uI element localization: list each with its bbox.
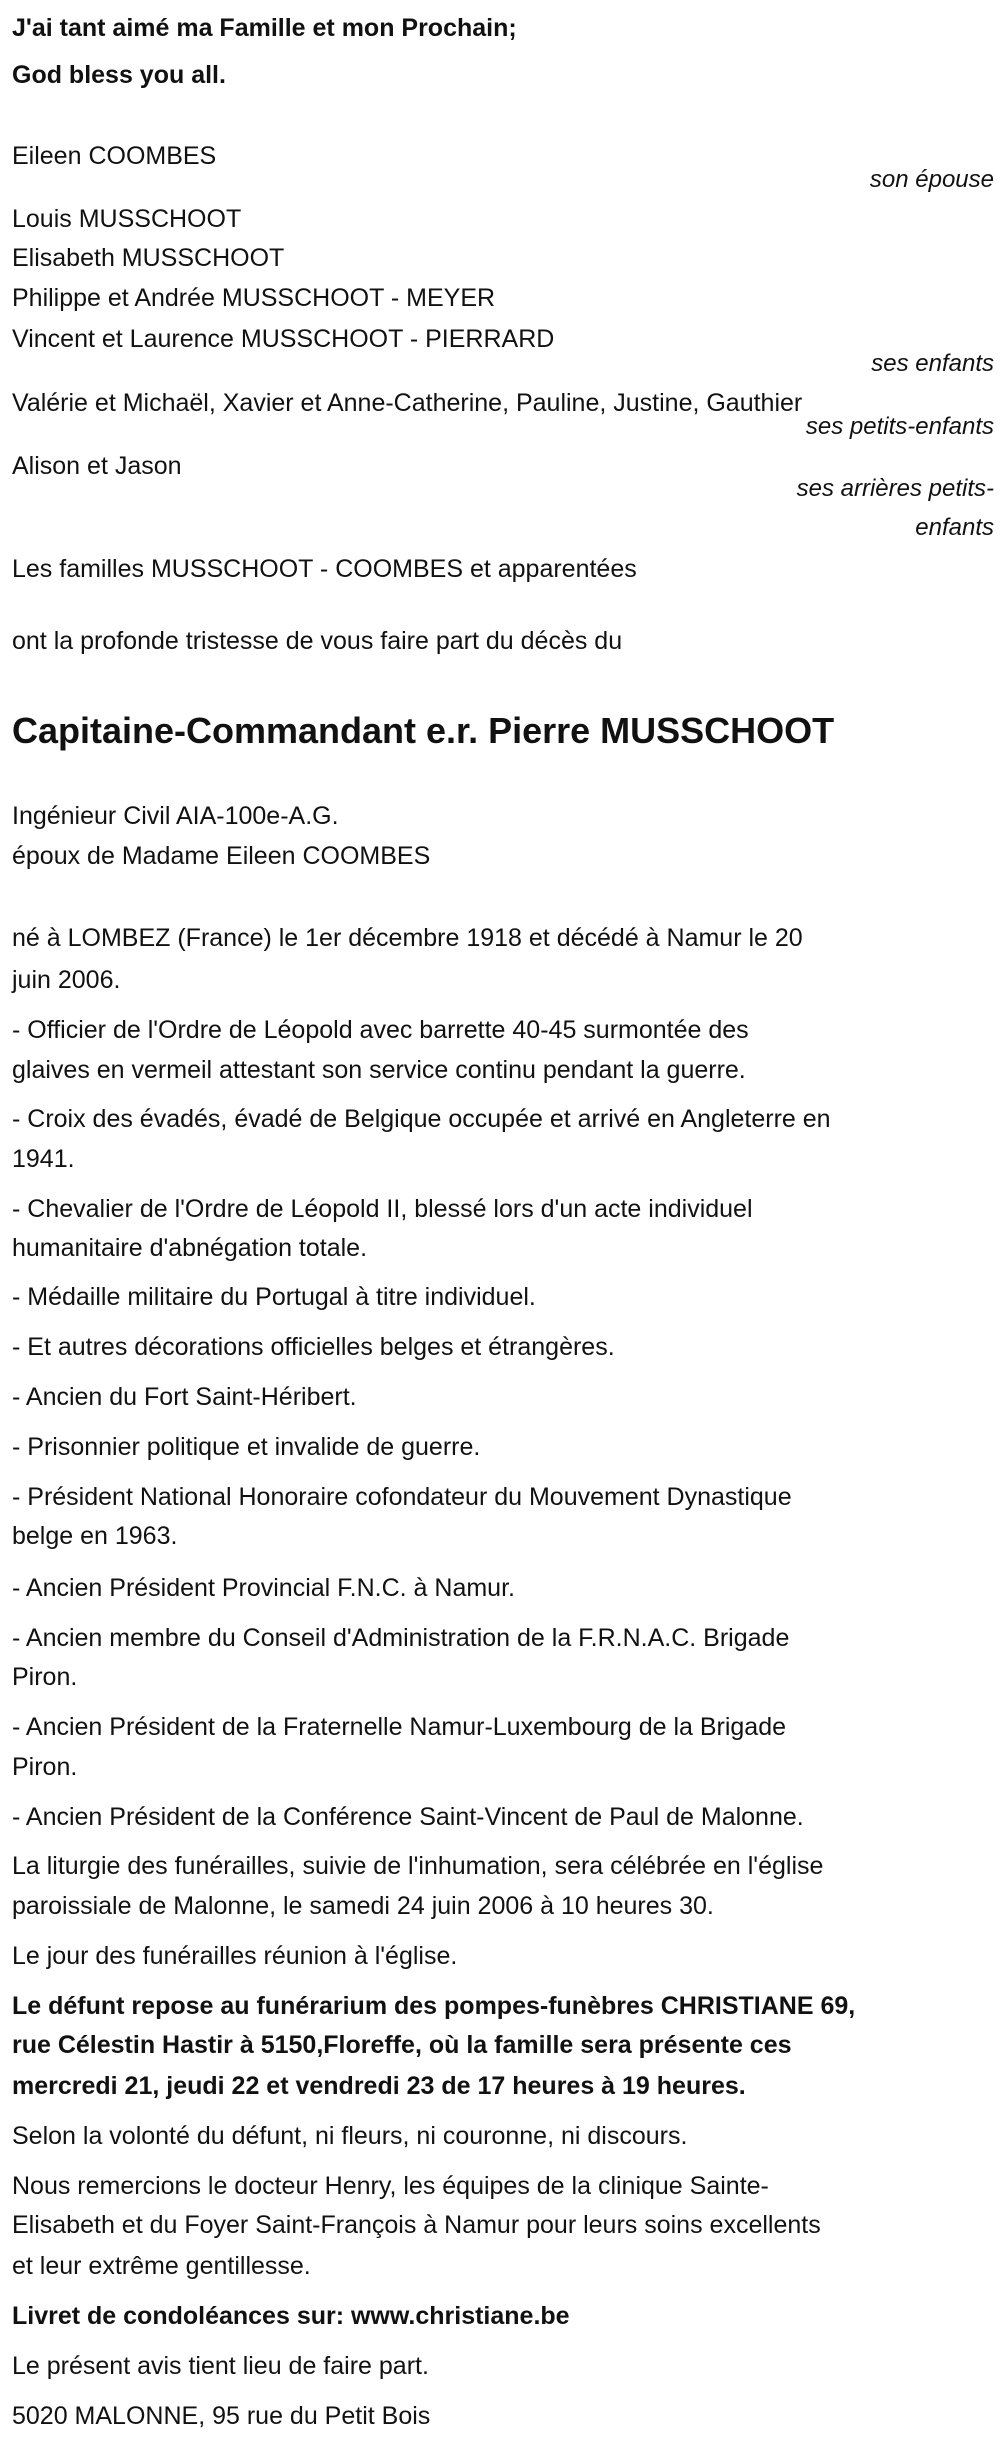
motto-line: God bless you all. (12, 61, 226, 89)
great-grandchildren-role: ses arrières petits- (796, 475, 994, 502)
families-line: Les familles MUSSCHOOT - COOMBES et apparentées (12, 555, 637, 583)
children-role: ses enfants (871, 350, 994, 377)
deceased-title: Ingénieur Civil AIA-100e-A.G. (12, 802, 339, 830)
body-line: - Président National Honoraire cofondateur du Mouvement Dynastique (12, 1483, 792, 1511)
body-line: - Et autres décorations officielles belges et étrangères. (12, 1333, 615, 1361)
closing-line: Elisabeth et du Foyer Saint-François à Namur pour leurs soins excellents (12, 2211, 821, 2239)
body-line: humanitaire d'abnégation totale. (12, 1234, 368, 1262)
closing-line: Nous remercions le docteur Henry, les équipes de la clinique Sainte- (12, 2172, 769, 2200)
body-line: paroissiale de Malonne, le samedi 24 juin 2006 à 10 heures 30. (12, 1892, 714, 1920)
spouse-role: son épouse (869, 166, 994, 193)
great-grandchildren-role: enfants (915, 514, 994, 541)
spouse-name: Eileen COOMBES (12, 142, 217, 170)
body-line: - Ancien membre du Conseil d'Administration de la F.R.N.A.C. Brigade (12, 1624, 790, 1652)
child-name: Philippe et Andrée MUSSCHOOT - MEYER (12, 284, 496, 312)
body-line: - Croix des évadés, évadé de Belgique occupée et arrivé en Angleterre en (12, 1105, 831, 1133)
great-grandchildren-names: Alison et Jason (12, 452, 182, 480)
body-line: glaives en vermeil attestant son service continu pendant la guerre. (12, 1056, 746, 1084)
funerarium-line: Le défunt repose au funérarium des pompes-funèbres CHRISTIANE 69, (12, 1992, 856, 2020)
motto-line: J'ai tant aimé ma Famille et mon Prochain; (12, 14, 517, 42)
body-line: - Officier de l'Ordre de Léopold avec barrette 40-45 surmontée des (12, 1016, 749, 1044)
deceased-spouse-of: époux de Madame Eileen COOMBES (12, 842, 431, 870)
grandchildren-names: Valérie et Michaël, Xavier et Anne-Catherine, Pauline, Justine, Gauthier (12, 389, 803, 417)
child-name: Vincent et Laurence MUSSCHOOT - PIERRARD (12, 325, 555, 353)
body-line: - Ancien Président de la Conférence Saint-Vincent de Paul de Malonne. (12, 1803, 804, 1831)
child-name: Louis MUSSCHOOT (12, 205, 242, 233)
announcement: ont la profonde tristesse de vous faire part du décès du (12, 627, 623, 655)
grandchildren-role: ses petits-enfants (805, 413, 994, 440)
closing-line: Selon la volonté du défunt, ni fleurs, ni couronne, ni discours. (12, 2122, 688, 2150)
body-line: - Ancien Président de la Fraternelle Namur-Luxembourg de la Brigade (12, 1713, 787, 1741)
address-line: 5020 MALONNE, 95 rue du Petit Bois (12, 2402, 431, 2430)
body-line: - Ancien Président Provincial F.N.C. à Namur. (12, 1574, 515, 1602)
body-line: Piron. (12, 1663, 78, 1691)
body-line: Le jour des funérailles réunion à l'église. (12, 1942, 458, 1970)
body-line: 1941. (12, 1145, 75, 1173)
body-line: né à LOMBEZ (France) le 1er décembre 1918 et décédé à Namur le 20 (12, 924, 803, 952)
closing-line: et leur extrême gentillesse. (12, 2252, 311, 2280)
body-line: - Médaille militaire du Portugal à titre individuel. (12, 1283, 536, 1311)
body-line: - Ancien du Fort Saint-Héribert. (12, 1383, 357, 1411)
notice-line: Le présent avis tient lieu de faire part. (12, 2352, 429, 2380)
child-name: Elisabeth MUSSCHOOT (12, 244, 285, 272)
body-line: La liturgie des funérailles, suivie de l'inhumation, sera célébrée en l'église (12, 1852, 824, 1880)
funerarium-line: rue Célestin Hastir à 5150,Floreffe, où la famille sera présente ces (12, 2031, 792, 2059)
body-line: belge en 1963. (12, 1522, 178, 1550)
deceased-name: Capitaine-Commandant e.r. Pierre MUSSCHOOT (12, 710, 835, 751)
body-line: - Chevalier de l'Ordre de Léopold II, blessé lors d'un acte individuel (12, 1195, 753, 1223)
funerarium-line: mercredi 21, jeudi 22 et vendredi 23 de 17 heures à 19 heures. (12, 2072, 746, 2100)
condolences-line: Livret de condoléances sur: www.christiane.be (12, 2302, 570, 2330)
body-line: - Prisonnier politique et invalide de guerre. (12, 1433, 481, 1461)
body-line: Piron. (12, 1753, 78, 1781)
body-line: juin 2006. (12, 966, 121, 994)
